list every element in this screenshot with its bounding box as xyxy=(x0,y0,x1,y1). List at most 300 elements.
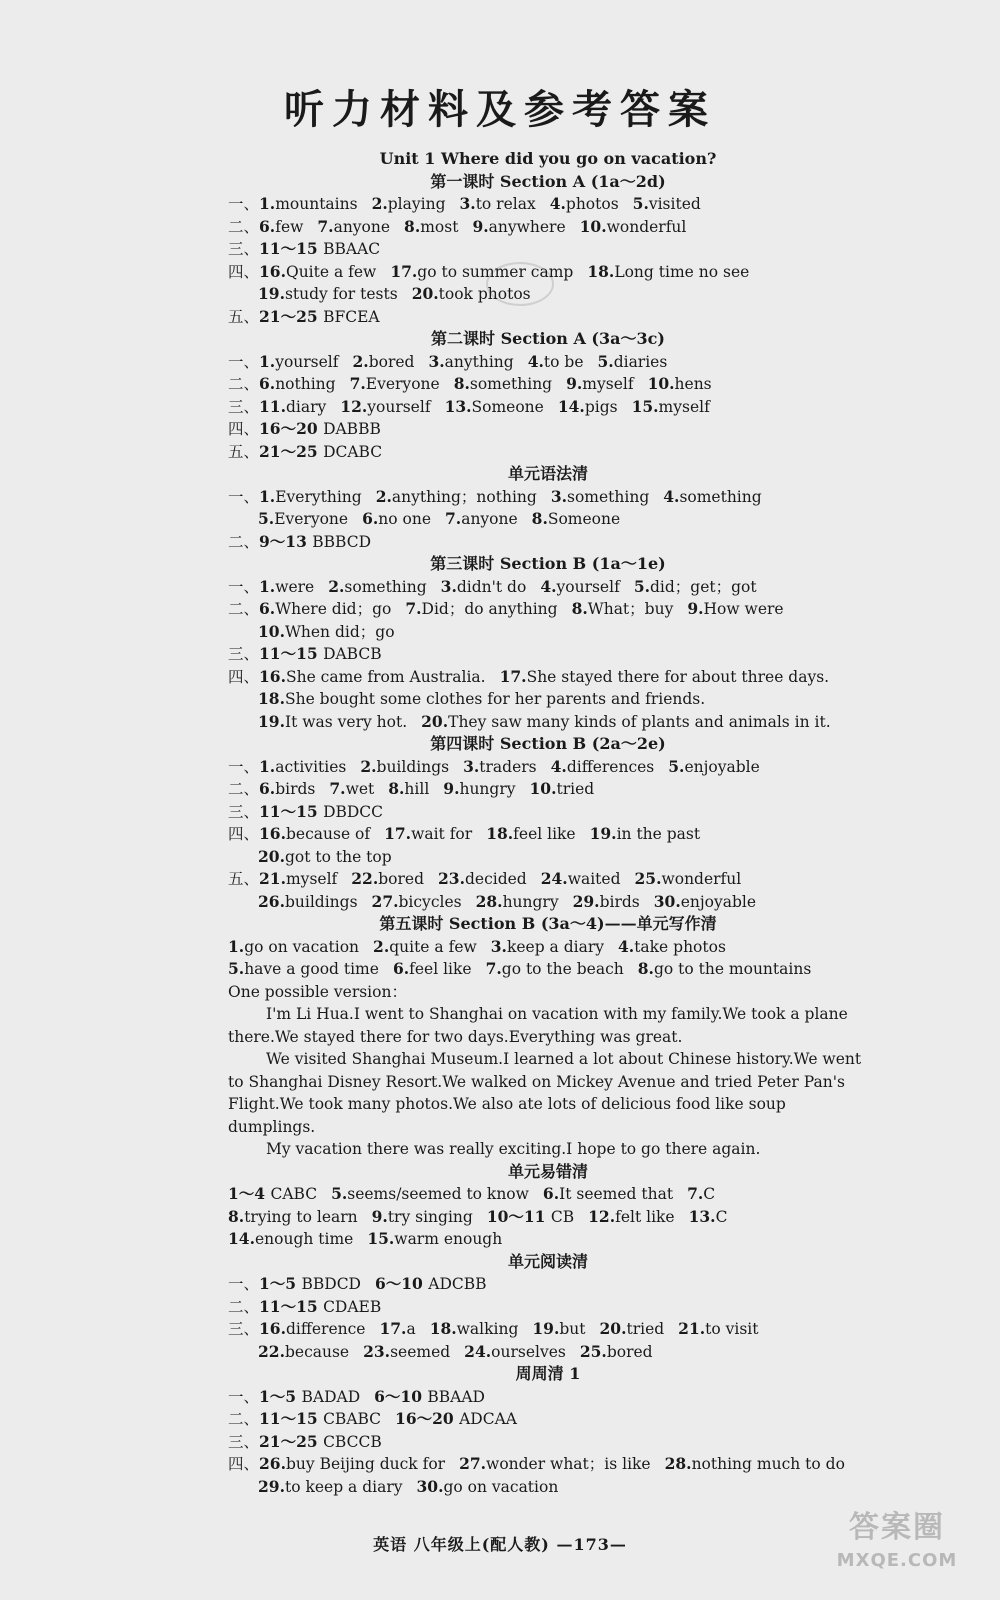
answer-item xyxy=(428,353,513,371)
question-number: 7. xyxy=(445,509,462,528)
answer-item xyxy=(363,1343,450,1361)
question-number: 5. xyxy=(597,351,614,371)
watermark-logo xyxy=(812,1506,982,1586)
question-number: 13. xyxy=(688,1206,716,1226)
answer-item xyxy=(638,960,812,978)
answer-item xyxy=(634,578,757,596)
question-number: 16. xyxy=(259,666,286,686)
answer-text: go to the beach xyxy=(501,960,624,978)
answer-item xyxy=(438,870,527,888)
answer-item xyxy=(551,488,649,506)
answer-text: no one xyxy=(378,510,432,528)
answer-text: walking xyxy=(456,1320,519,1338)
question-number: 1～4 xyxy=(228,1184,271,1203)
answer-item xyxy=(228,1208,358,1226)
section-heading: Unit 1 Where did you go on vacation? xyxy=(379,149,717,168)
answer-text: got to the top xyxy=(284,847,392,866)
part-number: 五、 xyxy=(228,442,260,461)
answer-line xyxy=(228,1476,868,1499)
answer-item xyxy=(259,398,326,416)
question-number: 19. xyxy=(589,824,617,843)
answer-text: It was very hot. xyxy=(284,712,408,731)
question-number: 10. xyxy=(529,779,557,798)
answer-item xyxy=(353,353,415,371)
answer-item xyxy=(572,600,674,618)
answer-item xyxy=(405,600,557,618)
answer-item xyxy=(668,758,760,776)
answer-line xyxy=(228,576,868,599)
answer-item xyxy=(259,758,346,776)
answer-item xyxy=(443,780,515,798)
answer-text: bicycles xyxy=(398,892,462,911)
answer-text: CBABC xyxy=(323,1410,382,1428)
part-number: 二、 xyxy=(228,375,260,393)
answer-item xyxy=(258,1343,349,1361)
answer-text: took photos xyxy=(438,285,531,303)
answer-text: traders xyxy=(479,757,537,776)
page-footer: 英语 八年级上(配人教) —173— xyxy=(373,1535,627,1554)
question-number: 30. xyxy=(416,1476,444,1496)
answer-text: Quite a few xyxy=(285,262,377,281)
answer-text: in the past xyxy=(616,825,701,843)
answer-text: a xyxy=(406,1320,416,1338)
answer-item xyxy=(360,758,449,776)
answer-text: wait for xyxy=(411,825,473,843)
question-number: 6～10 xyxy=(374,1386,428,1406)
section-heading: 第一课时 Section A (1a～2d) xyxy=(430,171,666,191)
answer-line xyxy=(228,868,868,891)
answer-text: myself xyxy=(658,397,710,416)
answer-line xyxy=(228,1386,868,1409)
answer-item xyxy=(259,1455,445,1473)
answer-text: something xyxy=(567,487,650,506)
answer-item xyxy=(374,1388,485,1406)
answer-item xyxy=(375,1275,487,1293)
question-number: 10. xyxy=(579,216,607,236)
answer-item xyxy=(551,758,655,776)
answer-text: birds xyxy=(275,780,316,798)
part-number: 二、 xyxy=(228,600,260,618)
question-number: 10. xyxy=(258,621,285,641)
answer-item xyxy=(228,1185,317,1203)
answer-text: diary xyxy=(285,397,327,416)
answer-item xyxy=(543,1185,673,1203)
answer-item xyxy=(540,578,620,596)
answer-line xyxy=(228,1296,868,1319)
question-number: 9. xyxy=(566,374,583,393)
answer-text: CBCCB xyxy=(323,1432,382,1451)
answer-item xyxy=(635,870,742,888)
question-number: 8. xyxy=(571,599,588,618)
answer-item xyxy=(228,983,407,1001)
answer-item xyxy=(632,398,710,416)
answer-item xyxy=(362,510,431,528)
question-number: 24. xyxy=(540,869,568,888)
answer-item xyxy=(259,1275,361,1293)
answer-text: enjoyable xyxy=(684,757,760,776)
answer-item xyxy=(259,803,383,821)
answer-text: feel like xyxy=(513,825,576,843)
answer-text: visited xyxy=(648,195,701,213)
answer-item xyxy=(259,668,486,686)
answer-text: quite a few xyxy=(389,937,477,956)
answer-item xyxy=(600,1320,665,1338)
question-number: 19. xyxy=(258,711,285,731)
answer-text: playing xyxy=(387,195,446,213)
question-number: 23. xyxy=(438,869,465,888)
answer-line xyxy=(228,1183,868,1206)
part-number: 四、 xyxy=(228,825,260,843)
answer-item xyxy=(412,285,531,303)
answer-text: bored xyxy=(378,870,424,888)
answer-text: anywhere xyxy=(488,217,566,236)
answer-item xyxy=(372,1208,473,1226)
question-number: 2. xyxy=(328,576,345,596)
question-number: 8. xyxy=(404,216,421,236)
answer-line xyxy=(228,486,868,509)
answer-line xyxy=(228,666,868,689)
answer-text: anyone xyxy=(333,217,391,236)
question-number: 18. xyxy=(486,824,514,843)
answer-item xyxy=(259,240,380,258)
question-number: 21～25 xyxy=(259,306,324,326)
question-number: 1. xyxy=(259,756,276,776)
part-number: 三、 xyxy=(228,1432,260,1451)
answer-text: tried xyxy=(556,780,595,798)
question-number: 26. xyxy=(259,1454,286,1473)
question-number: 10～11 xyxy=(486,1206,551,1226)
question-number: 7. xyxy=(485,959,502,978)
answer-text: something xyxy=(469,375,553,393)
answer-item xyxy=(687,600,783,618)
answer-text: She came from Australia. xyxy=(285,667,486,686)
answer-item xyxy=(340,398,430,416)
question-number: 12. xyxy=(588,1206,616,1226)
answer-text: felt like xyxy=(615,1207,675,1226)
answer-text: How were xyxy=(703,600,784,618)
answer-text: BADAD xyxy=(301,1387,361,1406)
answer-text: mountains xyxy=(275,195,358,213)
question-number: 3. xyxy=(459,194,476,213)
answer-item xyxy=(532,1320,585,1338)
answer-text: to keep a diary xyxy=(284,1477,403,1496)
section-heading: 单元语法清 xyxy=(507,464,588,483)
answer-item xyxy=(228,1230,353,1248)
answer-item xyxy=(393,960,472,978)
answer-item xyxy=(259,825,370,843)
answer-text: difference xyxy=(285,1320,366,1338)
question-number: 7. xyxy=(687,1184,704,1203)
part-number: 三、 xyxy=(228,645,260,663)
question-number: 11～15 xyxy=(259,1409,324,1428)
question-number: 21. xyxy=(678,1319,706,1338)
answer-text: She bought some clothes for her parents and friends. xyxy=(284,690,706,708)
answer-item xyxy=(259,263,376,281)
question-number: 7. xyxy=(317,216,334,236)
question-number: 4. xyxy=(540,576,557,596)
answer-text: BBAAC xyxy=(323,240,381,258)
answer-item xyxy=(388,780,429,798)
answer-text: DABBB xyxy=(323,420,381,438)
answer-item xyxy=(258,510,348,528)
question-number: 11～15 xyxy=(259,239,324,258)
section-heading: 第三课时 Section B (1a～1e) xyxy=(430,554,666,573)
question-number: 6. xyxy=(259,779,276,798)
question-number: 5. xyxy=(228,959,245,978)
question-number: 9～13 xyxy=(259,531,313,551)
part-number: 五、 xyxy=(228,307,260,326)
answer-text: BFCEA xyxy=(323,307,380,326)
answer-item xyxy=(541,870,621,888)
answer-text: Everyone xyxy=(274,510,349,528)
answer-line xyxy=(228,351,868,374)
answer-text: C xyxy=(703,1185,716,1203)
answer-item xyxy=(580,218,687,236)
answer-item xyxy=(351,870,424,888)
answer-item xyxy=(445,510,518,528)
answer-item xyxy=(259,645,382,663)
answer-text: yourself xyxy=(367,397,431,416)
part-number: 四、 xyxy=(228,667,260,686)
answer-item xyxy=(587,263,749,281)
answer-text: myself xyxy=(582,375,634,393)
answer-item xyxy=(384,825,472,843)
question-number: 16. xyxy=(259,261,286,281)
answer-text: anyone xyxy=(461,510,518,528)
answer-text: waited xyxy=(567,870,621,888)
part-number: 四、 xyxy=(228,420,260,438)
question-number: 16. xyxy=(259,824,286,843)
question-number: 11～15 xyxy=(259,801,324,821)
part-number: 二、 xyxy=(228,532,260,551)
question-number: 29. xyxy=(258,1476,285,1496)
answer-text: wonderful xyxy=(661,870,742,888)
answer-line xyxy=(228,621,868,644)
answer-text: seemed xyxy=(390,1342,451,1361)
question-number: 21. xyxy=(259,869,286,888)
answer-item xyxy=(588,1208,674,1226)
question-number: 8. xyxy=(531,509,548,528)
answer-item xyxy=(460,195,536,213)
essay-paragraph: My vacation there was really exciting.I hope to go there again. xyxy=(266,1140,761,1158)
answer-text: few xyxy=(275,217,304,236)
answer-text: ourselves xyxy=(491,1342,566,1361)
question-number: 1～5 xyxy=(259,1274,302,1293)
answer-text: wet xyxy=(345,780,375,798)
answer-text: hens xyxy=(674,375,712,393)
answer-item xyxy=(367,1230,502,1248)
answer-item xyxy=(491,938,604,956)
answer-line xyxy=(228,283,868,306)
question-number: 6. xyxy=(392,959,410,978)
answer-text: bored xyxy=(606,1342,653,1361)
question-number: 6. xyxy=(259,374,276,393)
question-number: 22. xyxy=(258,1341,285,1361)
question-number: 7. xyxy=(405,599,422,618)
question-number: 17. xyxy=(384,824,412,843)
answer-text: seems/seemed to know xyxy=(347,1185,529,1203)
answer-item xyxy=(317,218,390,236)
part-number: 三、 xyxy=(228,1320,260,1338)
answer-item xyxy=(331,1185,529,1203)
answer-item xyxy=(663,488,761,506)
answer-item xyxy=(476,893,559,911)
answer-line xyxy=(228,508,868,531)
answer-item xyxy=(328,578,426,596)
answer-line xyxy=(228,936,868,959)
answer-item xyxy=(258,848,392,866)
answer-item xyxy=(259,308,380,326)
answer-text: wonderful xyxy=(606,217,687,236)
part-number: 二、 xyxy=(228,1410,260,1428)
question-number: 19. xyxy=(258,284,285,303)
part-number: 一、 xyxy=(228,757,260,776)
answer-item xyxy=(258,1478,403,1496)
answer-text: because xyxy=(284,1342,350,1361)
answer-text: go to the mountains xyxy=(653,960,812,978)
answer-item xyxy=(528,353,584,371)
essay-paragraph: I'm Li Hua.I went to Shanghai on vacation with my family.We took a plane there.We stayed there for two days.Everything was great. xyxy=(228,1005,848,1046)
answer-line xyxy=(228,306,868,329)
answer-text: something xyxy=(679,487,762,506)
answer-item xyxy=(228,938,359,956)
answer-line xyxy=(228,756,868,779)
part-number: 一、 xyxy=(228,195,260,213)
question-number: 24. xyxy=(464,1341,492,1361)
question-number: 2. xyxy=(352,351,369,371)
answer-line xyxy=(228,846,868,869)
question-number: 1. xyxy=(259,576,276,596)
question-number: 7. xyxy=(329,779,346,798)
answer-item xyxy=(228,960,379,978)
answer-item xyxy=(598,353,668,371)
answer-text: differences xyxy=(566,757,655,776)
answer-item xyxy=(500,668,830,686)
question-number: 4. xyxy=(549,194,566,213)
answer-text: DCABC xyxy=(323,442,383,461)
answer-item xyxy=(532,510,621,528)
answer-item xyxy=(648,375,712,393)
essay-paragraph: We visited Shanghai Museum.I learned a lot about Chinese history.We went to Shanghai Disney Resort.We walked on Mickey Avenue and tried Peter Pan's Flight.We took many photos.We also ate lots of delicious food like soup dumplings. xyxy=(228,1050,862,1136)
answer-item xyxy=(258,285,398,303)
question-number: 21～25 xyxy=(259,1431,324,1451)
answer-text: did；get；got xyxy=(650,577,757,596)
question-number: 28. xyxy=(664,1454,692,1473)
answer-line xyxy=(228,531,868,554)
answer-text: CABC xyxy=(270,1185,318,1203)
answer-content xyxy=(228,148,868,1498)
part-number: 三、 xyxy=(228,240,260,258)
part-number: 三、 xyxy=(228,802,260,821)
answer-text: most xyxy=(420,217,459,236)
question-number: 25. xyxy=(634,869,662,888)
answer-text: yourself xyxy=(275,352,339,371)
answer-text: C xyxy=(715,1207,728,1226)
answer-text: buildings xyxy=(284,892,358,911)
question-number: 3. xyxy=(490,936,507,956)
question-number: 28. xyxy=(475,891,503,911)
answer-text: go on vacation xyxy=(443,1477,559,1496)
answer-text: CDAEB xyxy=(323,1297,382,1316)
answer-text: Did；do anything xyxy=(421,600,558,618)
answer-text: buy Beijing duck for xyxy=(285,1455,446,1473)
question-number: 21～25 xyxy=(259,441,324,461)
answer-item xyxy=(459,1455,651,1473)
answer-line xyxy=(228,193,868,216)
answer-item xyxy=(259,195,358,213)
answer-text: study for tests xyxy=(284,285,398,303)
answer-item xyxy=(590,825,701,843)
answer-text: Someone xyxy=(547,510,621,528)
answer-item xyxy=(566,375,633,393)
answer-item xyxy=(259,780,315,798)
answer-line xyxy=(228,441,868,464)
answer-item xyxy=(373,938,477,956)
answer-item xyxy=(376,488,537,506)
part-number: 一、 xyxy=(228,352,260,371)
answer-text: anything xyxy=(444,352,514,371)
question-number: 19. xyxy=(532,1319,560,1338)
answer-text: enough time xyxy=(254,1230,354,1248)
question-number: 30. xyxy=(653,891,681,911)
question-number: 8. xyxy=(453,374,470,393)
answer-line xyxy=(228,396,868,419)
answer-item xyxy=(618,938,726,956)
answer-line xyxy=(228,1228,868,1251)
question-number: 1～5 xyxy=(259,1386,302,1406)
question-number: 17. xyxy=(390,261,418,281)
question-number: 2. xyxy=(373,936,390,956)
answer-line xyxy=(228,981,868,1004)
answer-text: nothing xyxy=(275,375,336,393)
answer-text: BBBCD xyxy=(312,532,372,551)
question-number: 4. xyxy=(663,486,680,506)
answer-text: DABCB xyxy=(323,645,382,663)
answer-item xyxy=(558,398,618,416)
question-number: 11～15 xyxy=(259,1296,324,1316)
question-number: 9. xyxy=(687,599,704,618)
answer-line xyxy=(228,688,868,711)
answer-line xyxy=(228,958,868,981)
question-number: 11～15 xyxy=(259,644,324,663)
answer-text: anything；nothing xyxy=(391,487,537,506)
question-number: 15. xyxy=(367,1229,395,1248)
question-number: 4. xyxy=(550,756,567,776)
answer-text: nothing much to do xyxy=(691,1455,845,1473)
question-number: 23. xyxy=(363,1341,391,1361)
question-number: 5. xyxy=(632,194,649,213)
question-number: 1. xyxy=(228,936,245,956)
answer-text: photos xyxy=(565,195,619,213)
answer-item xyxy=(463,758,537,776)
section-heading: 周周清 1 xyxy=(515,1364,581,1383)
answer-item xyxy=(379,1320,415,1338)
answer-item xyxy=(259,375,336,393)
answer-text: try singing xyxy=(387,1207,473,1226)
question-number: 27. xyxy=(459,1454,487,1473)
answer-text: have a good time xyxy=(244,960,379,978)
answer-text: Where did；go xyxy=(275,600,392,618)
answer-item xyxy=(454,375,552,393)
question-number: 8. xyxy=(388,779,405,798)
part-number: 五、 xyxy=(228,870,260,888)
answer-item xyxy=(259,578,314,596)
answer-text: What；buy xyxy=(587,600,674,618)
question-number: 9. xyxy=(443,779,460,798)
answer-text: to be xyxy=(543,352,584,371)
question-number: 17. xyxy=(499,666,527,686)
answer-item xyxy=(665,1455,845,1473)
